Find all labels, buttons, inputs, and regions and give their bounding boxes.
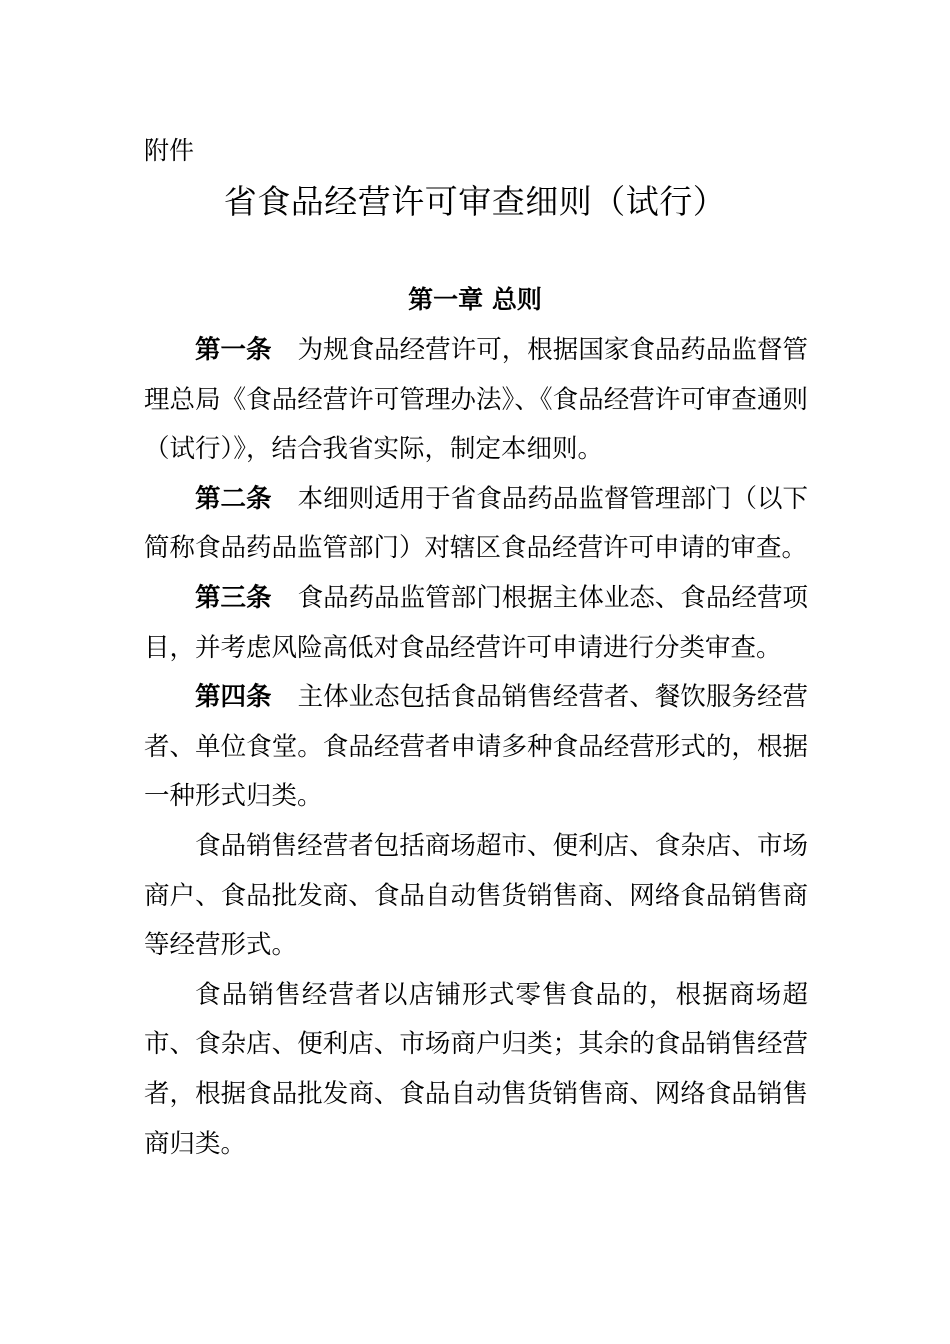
article-2 xyxy=(144,475,808,574)
chapter-heading: 第一章 总则 xyxy=(408,285,542,314)
attachment-label: 附件 xyxy=(144,136,195,165)
article-4 xyxy=(144,673,808,822)
body-paragraph xyxy=(144,971,808,1169)
article-text: 主体业态包括食品销售经营者、餐饮服务经营者、单位食堂。食品经营者申请多种食品经营形式的，根据一种形式归类。 xyxy=(144,682,808,812)
article-number: 第二条 xyxy=(195,483,272,514)
article-text: 本细则适用于省食品药品监督管理部门（以下简称食品药品监管部门）对辖区食品经营许可申请的审查。 xyxy=(144,483,808,564)
article-number: 第四条 xyxy=(195,682,272,713)
article-number: 第三条 xyxy=(195,582,272,613)
article-text: 为规食品经营许可，根据国家食品药品监督管理总局《食品经营许可管理办法》、《食品经营许可审查通则（试行）》，结合我省实际，制定本细则。 xyxy=(144,335,808,465)
paragraph-text: 食品销售经营者以店铺形式零售食品的，根据商场超市、食杂店、便利店、市场商户归类；其余的食品销售经营者，根据食品批发商、食品自动售货销售商、网络食品销售商归类。 xyxy=(144,979,808,1159)
article-3 xyxy=(144,574,808,673)
article-1 xyxy=(144,326,808,475)
document-body xyxy=(144,326,808,1169)
paragraph-text: 食品销售经营者包括商场超市、便利店、食杂店、市场商户、食品批发商、食品自动售货销售商、网络食品销售商等经营形式。 xyxy=(144,830,808,961)
article-number: 第一条 xyxy=(195,335,272,365)
article-text: 食品药品监管部门根据主体业态、食品经营项目，并考虑风险高低对食品经营许可申请进行分类审查。 xyxy=(144,582,808,663)
body-paragraph xyxy=(144,822,808,971)
document-title: 省食品经营许可审查细则（试行） xyxy=(223,182,727,221)
